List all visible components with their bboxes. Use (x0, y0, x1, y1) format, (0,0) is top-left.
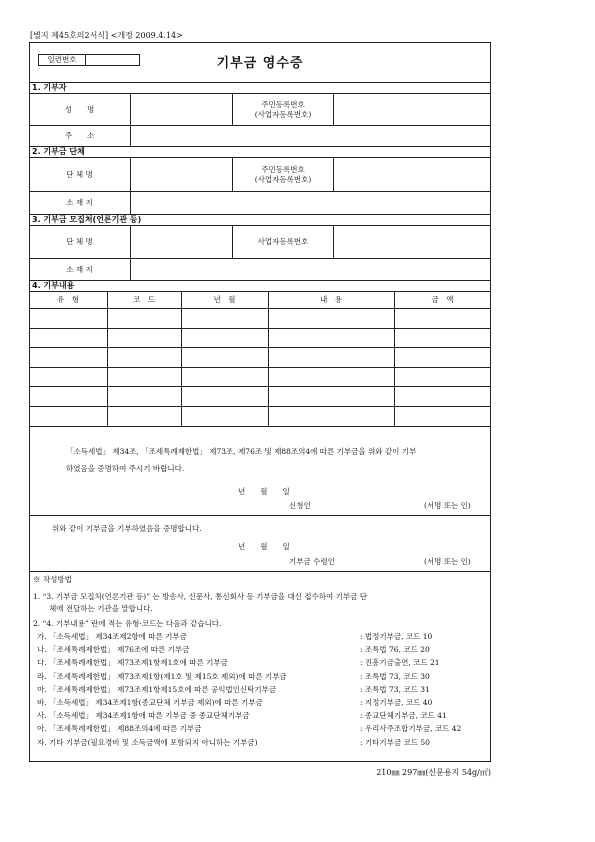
content-table-cell[interactable] (394, 367, 491, 387)
collector-name-label: 단 체 명 (66, 237, 93, 246)
org-id-label-line2: (사업자등록번호) (254, 175, 312, 184)
statement2-date: 년 월 일 (238, 542, 290, 551)
donor-id-label-line1: 주민등록번호 (261, 100, 305, 109)
note-item-right: : 조특법 76, 코드 20 (360, 645, 430, 655)
content-table-cell[interactable] (107, 406, 181, 426)
note-item-left: 라. 「조세특례제한법」 제73조제1항(제1호 및 제15호 제외)에 따른 기부금 (37, 671, 287, 681)
statement2-signer: 기부금 수령인 (289, 557, 335, 566)
note-1-line2: 체에 전달하는 기관을 말합니다. (49, 604, 153, 613)
form-caption: [별지 제45호의2서식] <개정 2009.4.14> (30, 31, 183, 40)
content-table-cell[interactable] (181, 328, 268, 348)
divider (29, 515, 491, 516)
statement1-line1: 「소득세법」 제34조, 「조세특례제한법」 제73조, 제76조 및 제88조의4에 따른 기부금을 위와 같이 기부 (66, 447, 417, 456)
content-header-4: 금 액 (431, 294, 454, 304)
content-table-cell[interactable] (394, 406, 491, 426)
serial-number-label: 일련번호 (39, 55, 86, 65)
content-table-cell[interactable] (29, 347, 107, 367)
collector-bizno-field[interactable] (334, 226, 491, 258)
note-item-left: 사. 「소득세법」 제34조제1항에 따른 기부금 중 종교단체기부금 (37, 711, 250, 721)
content-table-cell[interactable] (268, 386, 394, 406)
section-content-header: 4. 기부내용 (29, 280, 491, 292)
statement2-line1: 위와 같이 기부금을 기부하였음을 증명합니다. (52, 524, 202, 533)
content-table-cell[interactable] (268, 328, 394, 348)
content-table (29, 291, 491, 426)
content-table-cell[interactable] (107, 386, 181, 406)
donor-id-label (233, 96, 333, 124)
donor-name-field[interactable] (131, 94, 232, 125)
org-id-label-line1: 주민등록번호 (261, 165, 305, 174)
note-item-left: 자. 기타 기부금(필요경비 및 소득금액에 포함되지 아니하는 기부금) (37, 737, 258, 747)
note-item-right: : 법정기부금, 코드 10 (360, 632, 433, 641)
divider (29, 426, 491, 427)
donor-id-label-line2: (사업자등록번호) (254, 110, 312, 119)
content-table-cell[interactable] (394, 386, 491, 406)
section-org-header: 2. 기부금 단체 (29, 146, 491, 158)
note-item-right: : 조특법 73, 코드 31 (360, 684, 430, 694)
content-table-cell[interactable] (29, 367, 107, 387)
notes-heading: ※ 작성방법 (33, 575, 72, 584)
collector-name-field[interactable] (131, 226, 232, 258)
collector-bizno-label: 사업자등록번호 (257, 237, 309, 246)
content-table-cell[interactable] (268, 367, 394, 387)
content-table-cell[interactable] (29, 328, 107, 348)
org-id-label (233, 160, 333, 190)
section-collector-header: 3. 기부금 모집처(언론기관 등) (29, 214, 491, 226)
note-item-left: 아. 「조세특례제한법」 제88조의4에 따른 기부금 (37, 724, 202, 734)
note-item-right: : 종교단체기부금, 코드 41 (360, 711, 447, 721)
content-table-cell[interactable] (107, 328, 181, 348)
note-item-right: : 진흥기금출연, 코드 21 (360, 658, 440, 668)
content-table-cell[interactable] (181, 406, 268, 426)
org-name-field[interactable] (131, 158, 232, 191)
content-table-cell[interactable] (29, 406, 107, 426)
note-1-line1: 1. “3. 기부금 모집처(언론기관 등)” 는 방송사, 신문사, 통신회사 등 기부금을 대신 접수하여 기부금 단 (33, 592, 368, 601)
org-location-label: 소 재 지 (66, 198, 93, 207)
content-table-cell[interactable] (268, 308, 394, 328)
note-item-left: 다. 「조세특례제한법」 제73조제1항제1호에 따른 기부금 (37, 658, 228, 668)
content-header-2: 년 월 (213, 294, 236, 304)
collector-location-field[interactable] (131, 259, 491, 280)
content-table-cell[interactable] (29, 386, 107, 406)
statement2-sign-note: (서명 또는 인) (424, 557, 471, 566)
note-items (37, 631, 487, 756)
content-table-cell[interactable] (107, 347, 181, 367)
note-2: 2. “4. 기부내용” 란에 적는 유형·코드는 다음과 같습니다. (33, 619, 222, 628)
content-table-cell[interactable] (394, 328, 491, 348)
content-table-cell[interactable] (181, 386, 268, 406)
content-table-cell[interactable] (394, 308, 491, 328)
note-item-right: : 기타기부금 코드 50 (360, 737, 430, 747)
content-table-cell[interactable] (107, 308, 181, 328)
org-location-field[interactable] (131, 192, 491, 214)
org-id-field[interactable] (334, 158, 491, 191)
donor-name-label: 성 명 (64, 104, 95, 114)
statement1-date: 년 월 일 (238, 487, 290, 496)
note-item-right: : 조특법 73, 코드 30 (360, 671, 430, 681)
content-table-cell[interactable] (268, 406, 394, 426)
collector-location-label: 소 재 지 (66, 264, 93, 274)
content-header-1: 코 드 (133, 294, 155, 304)
statement1-signer: 신청인 (289, 501, 311, 510)
statement1-sign-note: (서명 또는 인) (424, 501, 471, 510)
content-table-cell[interactable] (107, 367, 181, 387)
divider (29, 571, 491, 572)
section-donor-header: 1. 기부자 (29, 82, 491, 94)
content-table-cell[interactable] (29, 308, 107, 328)
content-table-cell[interactable] (181, 308, 268, 328)
note-item-right: : 지정기부금, 코드 40 (360, 698, 433, 707)
org-name-label: 단 체 명 (66, 169, 93, 179)
form-title: 기부금 영수증 (216, 56, 304, 71)
paper-size-footer: 210㎜ 297㎜(신문용지 54g/㎡) (376, 768, 491, 777)
content-header-0: 유 형 (57, 294, 79, 304)
note-item-left: 나. 「조세특례제한법」 제76조에 따른 기부금 (37, 645, 190, 655)
note-item-left: 가. 「소득세법」 제34조제2항에 따른 기부금 (37, 632, 187, 641)
note-item-right: : 우리사주조합기부금, 코드 42 (360, 724, 462, 734)
content-table-cell[interactable] (181, 367, 268, 387)
donor-address-field[interactable] (131, 126, 491, 146)
statement1-line2: 하였음을 증명하여 주시기 바랍니다. (66, 464, 185, 473)
content-table-cell[interactable] (394, 347, 491, 367)
content-table-cell[interactable] (268, 347, 394, 367)
content-header-3: 내 용 (320, 294, 342, 304)
donor-id-field[interactable] (334, 94, 491, 125)
note-item-left: 마. 「조세특례제한법」 제73조제1항제15호에 따른 공익법인신탁기부금 (37, 684, 277, 694)
donor-address-label: 주 소 (64, 131, 95, 140)
note-item-left: 바. 「소득세법」 제34조제1항(종교단체 기부금 제외)에 따른 기부금 (37, 698, 263, 707)
content-table-cell[interactable] (181, 347, 268, 367)
